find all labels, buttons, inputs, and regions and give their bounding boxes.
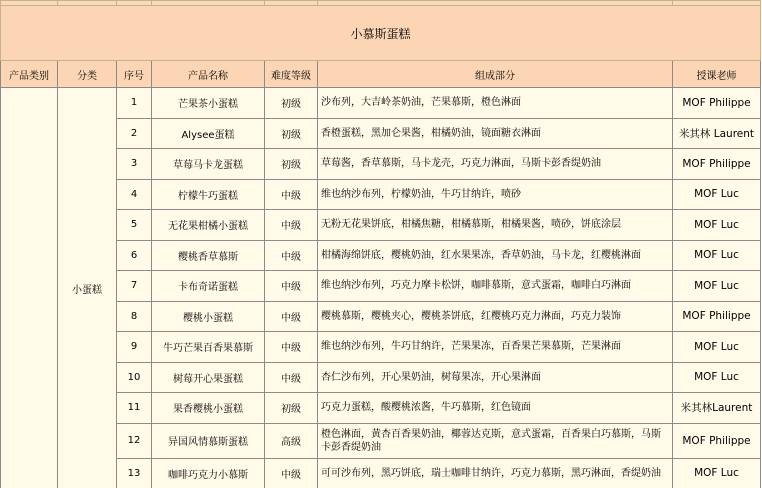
cell-teacher[interactable]: MOF Luc (673, 210, 761, 241)
cell-teacher[interactable]: MOF Luc (673, 240, 761, 271)
cell-number[interactable]: 9 (117, 332, 152, 363)
cell-product-name[interactable]: 果香樱桃小蛋糕 (152, 393, 265, 424)
cell-number[interactable]: 8 (117, 301, 152, 332)
cell-product-name[interactable]: 樱桃香草慕斯 (152, 240, 265, 271)
cell-teacher[interactable]: 米其林Laurent (673, 393, 761, 424)
header-difficulty[interactable]: 难度等级 (265, 61, 318, 88)
cell-difficulty[interactable]: 中级 (265, 240, 318, 271)
cell-teacher[interactable]: MOF Luc (673, 458, 761, 488)
cell-difficulty[interactable]: 初级 (265, 393, 318, 424)
cell-difficulty[interactable]: 中级 (265, 179, 318, 210)
header-components[interactable]: 组成部分 (318, 61, 673, 88)
cell-number[interactable]: 3 (117, 149, 152, 180)
cell-components[interactable]: 杏仁沙布列，开心果奶油，树莓果冻，开心果淋面 (318, 362, 673, 393)
header-number[interactable]: 序号 (117, 61, 152, 88)
cell-difficulty[interactable]: 中级 (265, 271, 318, 302)
cell-difficulty[interactable]: 初级 (265, 88, 318, 119)
cell-difficulty[interactable]: 中级 (265, 458, 318, 488)
cell-product-name[interactable]: 芒果茶小蛋糕 (152, 88, 265, 119)
header-product-name[interactable]: 产品名称 (152, 61, 265, 88)
title-row (1, 6, 761, 61)
cell-product-name[interactable]: 卡布奇诺蛋糕 (152, 271, 265, 302)
cell-teacher[interactable]: MOF Philippe (673, 149, 761, 180)
cell-teacher[interactable]: MOF Philippe (673, 423, 761, 458)
cell-difficulty[interactable]: 初级 (265, 149, 318, 180)
sheet-title[interactable]: 小慕斯蛋糕 (1, 6, 761, 61)
cell-product-name[interactable]: 树莓开心果蛋糕 (152, 362, 265, 393)
cell-teacher[interactable]: MOF Luc (673, 332, 761, 363)
cell-components[interactable]: 维也纳沙布列，柠檬奶油，牛巧甘纳许，喷砂 (318, 179, 673, 210)
cell-difficulty[interactable]: 中级 (265, 210, 318, 241)
cell-number[interactable]: 5 (117, 210, 152, 241)
cell-number[interactable]: 13 (117, 458, 152, 488)
cell-components[interactable]: 香橙蛋糕，黑加仑果酱，柑橘奶油，镜面糖衣淋面 (318, 118, 673, 149)
cell-teacher[interactable]: MOF Philippe (673, 88, 761, 119)
cell-product-name[interactable]: 无花果柑橘小蛋糕 (152, 210, 265, 241)
cell-components[interactable]: 柑橘海绵饼底，樱桃奶油，红水果果冻，香草奶油，马卡龙，红樱桃淋面 (318, 240, 673, 271)
header-classification[interactable]: 分类 (58, 61, 117, 88)
cell-components[interactable]: 草莓酱，香草慕斯，马卡龙壳，巧克力淋面，马斯卡彭香缇奶油 (318, 149, 673, 180)
cell-product-name[interactable]: 樱桃小蛋糕 (152, 301, 265, 332)
cell-components[interactable]: 樱桃慕斯，樱桃夹心，樱桃茶饼底，红樱桃巧克力淋面，巧克力装饰 (318, 301, 673, 332)
cell-number[interactable]: 2 (117, 118, 152, 149)
cell-teacher[interactable]: MOF Luc (673, 362, 761, 393)
cell-product-name[interactable]: 异国风情慕斯蛋糕 (152, 423, 265, 458)
product-category-cell[interactable] (1, 88, 58, 488)
cell-product-name[interactable]: 咖啡巧克力小慕斯 (152, 458, 265, 488)
cell-difficulty[interactable]: 中级 (265, 301, 318, 332)
cell-components[interactable]: 沙布列，大吉岭茶奶油，芒果慕斯，橙色淋面 (318, 88, 673, 119)
cell-number[interactable]: 10 (117, 362, 152, 393)
cell-number[interactable]: 6 (117, 240, 152, 271)
table-row (1, 88, 761, 119)
header-row (1, 61, 761, 88)
header-product-category[interactable]: 产品类别 (1, 61, 58, 88)
cell-components[interactable]: 无粉无花果饼底，柑橘焦糖，柑橘慕斯，柑橘果酱，喷砂，饼底涂层 (318, 210, 673, 241)
cell-product-name[interactable]: 牛巧芒果百香果慕斯 (152, 332, 265, 363)
cell-components[interactable]: 巧克力蛋糕，酸樱桃浓酱，牛巧慕斯，红色镜面 (318, 393, 673, 424)
cell-components[interactable]: 维也纳沙布列，牛巧甘纳许，芒果果冻，百香果芒果慕斯，芒果淋面 (318, 332, 673, 363)
header-teacher[interactable]: 授课老师 (673, 61, 761, 88)
cell-number[interactable]: 11 (117, 393, 152, 424)
cell-difficulty[interactable]: 中级 (265, 362, 318, 393)
cell-number[interactable]: 7 (117, 271, 152, 302)
classification-cell[interactable]: 小蛋糕 (58, 88, 117, 488)
cell-product-name[interactable]: Alysee蛋糕 (152, 118, 265, 149)
cell-components[interactable]: 橙色淋面，黄杏百香果奶油，椰蓉达克斯，意式蛋霜，百香果白巧慕斯，马斯卡彭香缇奶油 (318, 423, 673, 458)
cell-teacher[interactable]: MOF Luc (673, 179, 761, 210)
cell-product-name[interactable]: 柠檬牛巧蛋糕 (152, 179, 265, 210)
cell-number[interactable]: 4 (117, 179, 152, 210)
cell-difficulty[interactable]: 中级 (265, 332, 318, 363)
cell-product-name[interactable]: 草莓马卡龙蛋糕 (152, 149, 265, 180)
cell-teacher[interactable]: 米其林 Laurent (673, 118, 761, 149)
cell-number[interactable]: 1 (117, 88, 152, 119)
cell-teacher[interactable]: MOF Philippe (673, 301, 761, 332)
cell-difficulty[interactable]: 初级 (265, 118, 318, 149)
cell-number[interactable]: 12 (117, 423, 152, 458)
cell-teacher[interactable]: MOF Luc (673, 271, 761, 302)
cell-difficulty[interactable]: 高级 (265, 423, 318, 458)
cell-components[interactable]: 维也纳沙布列，巧克力摩卡松饼，咖啡慕斯，意式蛋霜，咖啡白巧淋面 (318, 271, 673, 302)
cell-components[interactable]: 可可沙布列，黑巧饼底，瑞士咖啡甘纳许，巧克力慕斯，黑巧淋面，香缇奶油 (318, 458, 673, 488)
